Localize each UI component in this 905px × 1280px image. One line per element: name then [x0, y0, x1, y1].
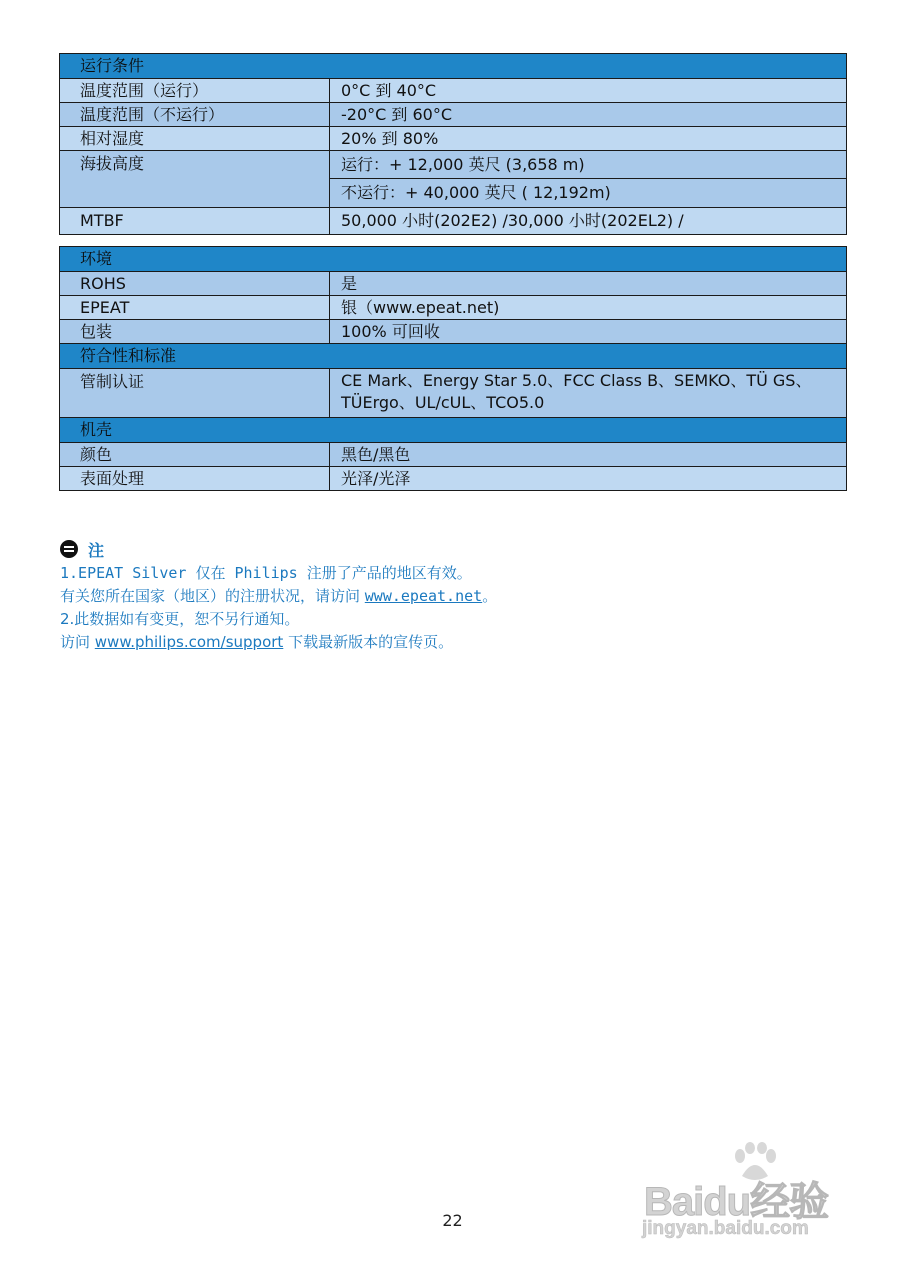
spec-label: ROHS — [60, 272, 330, 296]
watermark-url: jingyan.baidu.com — [642, 1218, 809, 1239]
page-number: 22 — [442, 1211, 463, 1230]
note-header — [60, 538, 860, 560]
spec-label: 相对湿度 — [60, 127, 330, 151]
spec-label: 包装 — [60, 320, 330, 344]
spec-label: 海拔高度 — [60, 151, 330, 208]
section-header-operating-conditions — [60, 54, 847, 79]
spec-value: 光泽/光泽 — [330, 467, 847, 491]
note-icon — [60, 540, 78, 558]
table-row — [60, 320, 847, 344]
section-title: 机壳 — [60, 418, 847, 443]
table-row — [60, 103, 847, 127]
table-row — [60, 208, 847, 235]
note-block — [60, 538, 860, 654]
section-header-environment — [60, 247, 847, 272]
spec-label: 温度范围（运行） — [60, 79, 330, 103]
spec-label: 温度范围（不运行） — [60, 103, 330, 127]
table-row — [60, 127, 847, 151]
spec-label: 颜色 — [60, 443, 330, 467]
table-row — [60, 79, 847, 103]
note-line-4 — [60, 631, 860, 654]
note-line-2 — [60, 585, 860, 608]
table-row — [60, 296, 847, 320]
table-row — [60, 369, 847, 418]
spec-value: -20°C 到 60°C — [330, 103, 847, 127]
epeat-link[interactable]: www.epeat.net — [364, 587, 483, 605]
section-title: 环境 — [60, 247, 847, 272]
note-text: 下载最新版本的宣传页。 — [283, 633, 454, 651]
spec-value: 运行：+ 12,000 英尺 (3,658 m) — [330, 151, 847, 179]
section-header-compliance — [60, 344, 847, 369]
table-row — [60, 467, 847, 491]
operating-conditions-table — [59, 53, 847, 235]
note-text: 有关您所在国家（地区）的注册状况，请访问 — [60, 587, 365, 605]
spec-value: 0°C 到 40°C — [330, 79, 847, 103]
section-header-cabinet — [60, 418, 847, 443]
section-title: 运行条件 — [60, 54, 847, 79]
spec-value: 100% 可回收 — [330, 320, 847, 344]
environment-table — [59, 246, 847, 491]
spec-value: 黑色/黑色 — [330, 443, 847, 467]
note-text: 。 — [482, 587, 498, 605]
spec-value: 20% 到 80% — [330, 127, 847, 151]
spec-value: 50,000 小时(202E2) /30,000 小时(202EL2) / — [330, 208, 847, 235]
note-line-1: 1.EPEAT Silver 仅在 Philips 注册了产品的地区有效。 — [60, 564, 472, 582]
spec-value: 不运行：+ 40,000 英尺 ( 12,192m) — [330, 179, 847, 208]
note-title: 注 — [88, 540, 105, 560]
table-row — [60, 443, 847, 467]
spec-value: 是 — [330, 272, 847, 296]
table-row — [60, 272, 847, 296]
spec-label: EPEAT — [60, 296, 330, 320]
spec-label: 表面处理 — [60, 467, 330, 491]
spec-label: 管制认证 — [60, 369, 330, 418]
section-title: 符合性和标准 — [60, 344, 847, 369]
note-text: 访问 — [60, 633, 95, 651]
spec-value-line: TÜErgo、UL/cUL、TCO5.0 — [341, 393, 545, 412]
philips-support-link[interactable]: www.philips.com/support — [94, 633, 284, 651]
watermark-brand: Baidu经验 — [644, 1180, 829, 1224]
table-row — [60, 151, 847, 179]
spec-value — [330, 369, 847, 418]
spec-label: MTBF — [60, 208, 330, 235]
baidu-watermark — [640, 1140, 870, 1250]
spec-value-line: CE Mark、Energy Star 5.0、FCC Class B、SEMKO、TÜ GS、 — [341, 371, 812, 390]
note-line-3: 2.此数据如有变更，恕不另行通知。 — [60, 610, 300, 628]
spec-value: 银（www.epeat.net) — [330, 296, 847, 320]
